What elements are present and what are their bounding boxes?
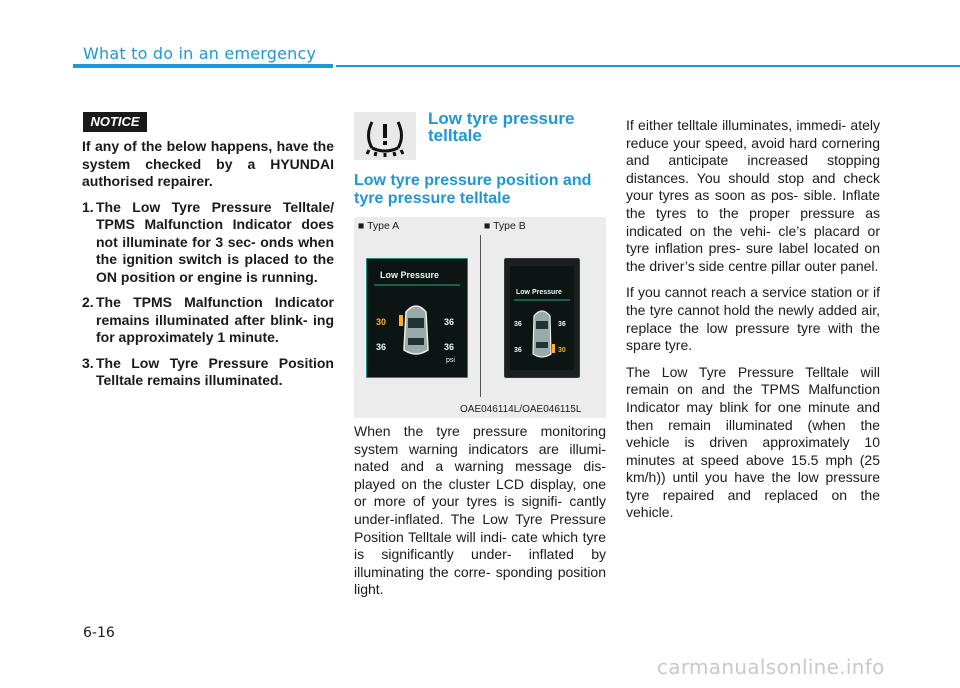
list-text: The TPMS Malfunction Indicator remains illuminated after blink- ing for approximately 1 minute.	[96, 294, 334, 345]
cluster-screen-type-b	[504, 258, 580, 378]
type-b-label: ■ Type B	[484, 220, 526, 232]
list-number: 2.	[82, 294, 94, 310]
notice-list-item	[82, 199, 334, 287]
page-number: 6-16	[83, 625, 115, 641]
tyre-fl-value: 36	[514, 321, 522, 328]
notice-badge: NOTICE	[83, 112, 147, 132]
notice-list-item	[82, 355, 334, 390]
action-instructions	[626, 117, 880, 531]
instruction-paragraph: If you cannot reach a service station or if the tyre cannot hold the newly added air, replace the low pressure tyre with the spare tyre.	[626, 284, 880, 354]
notice-body	[82, 138, 334, 398]
position-telltale-heading: Low tyre pressure position and tyre pressure telltale	[354, 172, 592, 207]
car-top-view-icon	[404, 306, 428, 354]
figure-divider	[480, 235, 481, 397]
list-text: The Low Tyre Pressure Position Telltale remains illuminated.	[96, 354, 334, 388]
tyre-pressure-warning-icon	[354, 112, 416, 160]
instruction-paragraph: The Low Tyre Pressure Telltale will remain on and the TPMS Malfunction Indicator may blink for one minute and then remain illuminated (when the vehicle is driven approximately 10 minutes at speed above 15.5 mph (25 km/h)) until you have the low pressure tyre repaired and replaced on the vehicle.	[626, 363, 880, 521]
header-rule-thick	[73, 64, 333, 68]
watermark: carmanualsonline.info	[657, 655, 885, 679]
telltale-heading: Low tyre pressure telltale	[428, 109, 575, 145]
header-rule-thin	[336, 65, 960, 67]
type-a-label: ■ Type A	[358, 220, 400, 232]
tyre-fr-value: 36	[444, 317, 455, 327]
section-header-title: What to do in an emergency	[83, 44, 317, 63]
tyre-fl-value: 30	[376, 317, 387, 327]
screen-title-text: Low Pressure	[380, 270, 440, 280]
tyre-rr-value: 36	[444, 342, 455, 352]
notice-list-item	[82, 294, 334, 347]
notice-intro: If any of the below happens, have the system checked by a HYUNDAI authorised repairer.	[82, 138, 334, 189]
tyre-rr-value: 30	[558, 347, 566, 354]
list-number: 3.	[82, 354, 94, 371]
screen-title-text: Low Pressure	[516, 289, 562, 296]
figure-code: OAE046114L/OAE046115L	[460, 404, 582, 415]
list-number: 1.	[82, 198, 94, 215]
car-top-view-icon	[533, 311, 551, 357]
tyre-rl-value: 36	[514, 347, 522, 354]
position-telltale-body: When the tyre pressure monitoring system warning indicators are illumi- nated and a warning message dis- played on the cluster LCD display, one or more of your tyres is signifi- cantly under-inflated. The Low Tyre Pressure Position Telltale will indi- cate which tyre is significantly under- inflated by illuminating the corre- sponding position light.	[354, 423, 606, 598]
instruction-paragraph: If either telltale illuminates, immedi- ately reduce your speed, avoid hard cornering and anticipate increased stopping distances. You should stop and check your tyres as soon as pos- sible. Inflate the tyres to the proper pressure as indicated on the vehi- cle’s placard or tyre inflation pres- sure label located on the driver’s side centre pillar outer panel.	[626, 117, 880, 274]
tyre-fr-value: 36	[558, 321, 566, 328]
cluster-screen-type-a	[366, 258, 468, 378]
pressure-unit: psi	[446, 357, 455, 364]
list-text: The Low Tyre Pressure Telltale/ TPMS Malfunction Indicator does not illuminate for 3 sec- onds when the ignition switch is placed to the ON position or engine is running.	[96, 198, 334, 285]
tyre-rl-value: 36	[376, 342, 387, 352]
